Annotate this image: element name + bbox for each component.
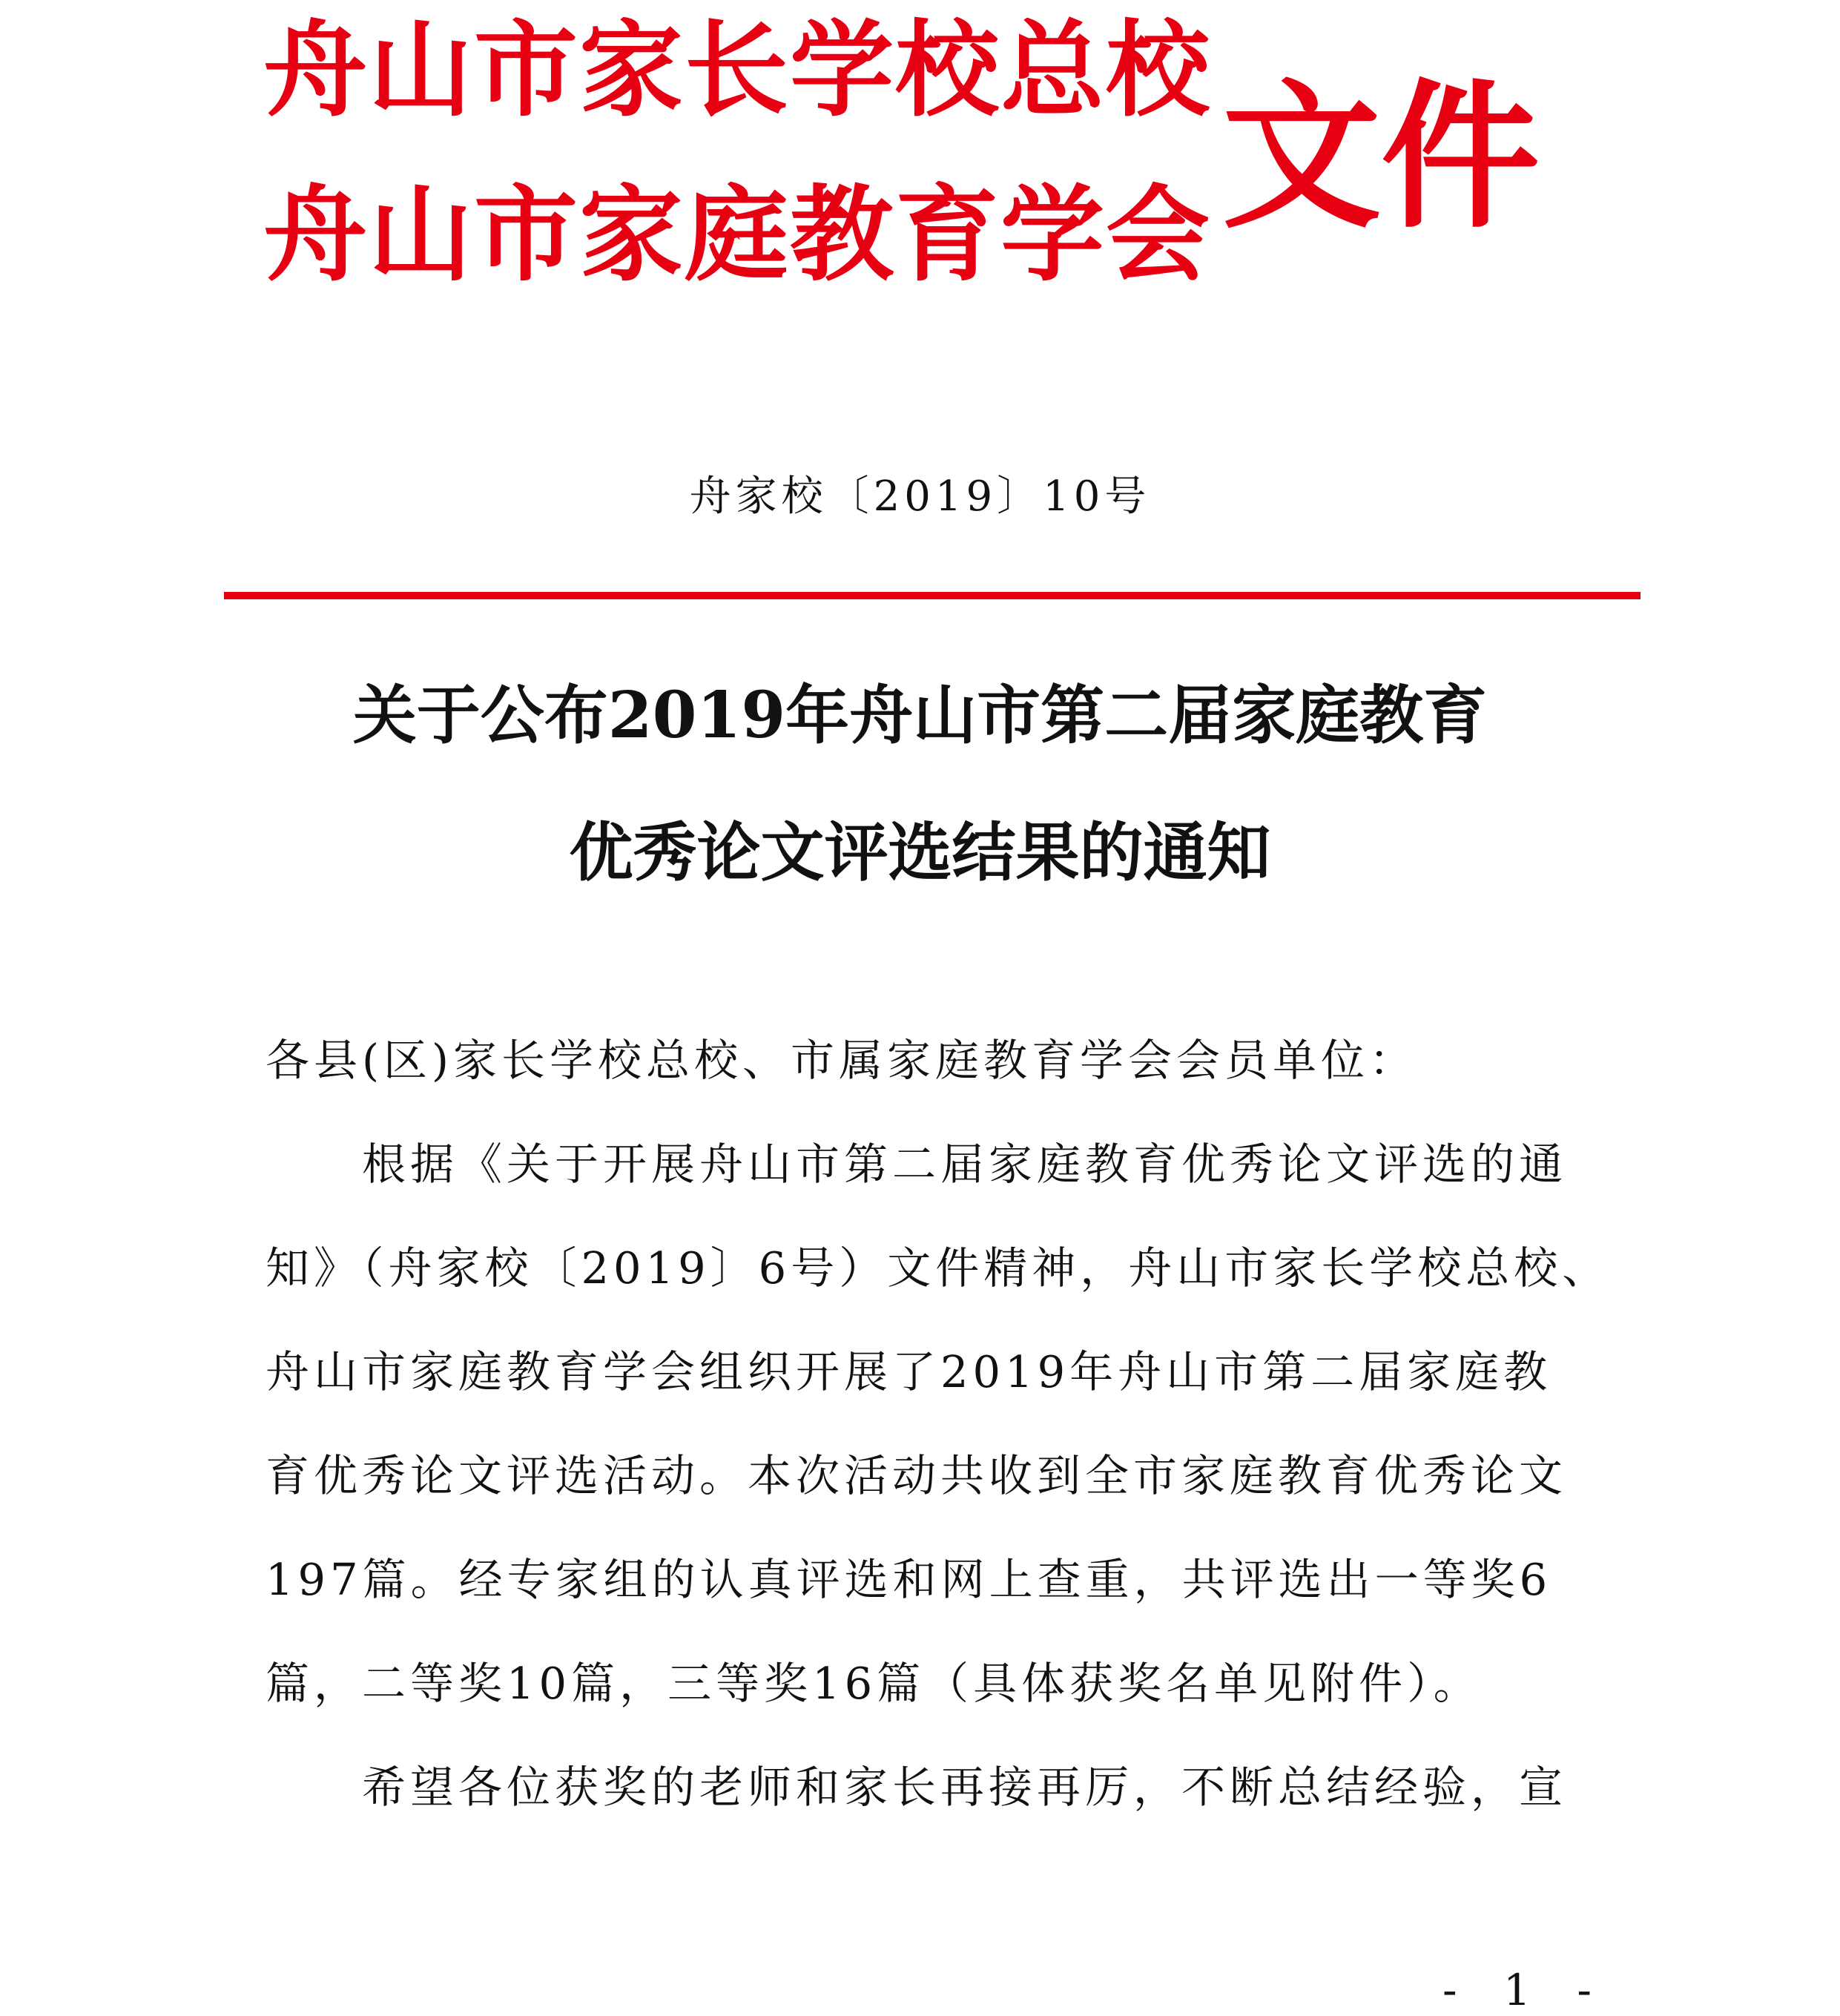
body-line: 197篇。经专家组的认真评选和网上查重，共评选出一等奖6 bbox=[266, 1554, 1552, 1605]
masthead-suffix: 文件 bbox=[1222, 64, 1540, 250]
body-line: 希望各位获奖的老师和家长再接再厉，不断总结经验，宣 bbox=[266, 1762, 1568, 1813]
salutation: 各县(区)家长学校总校、市属家庭教育学会会员单位： bbox=[266, 1035, 1418, 1086]
body-line: 根据《关于开展舟山市第二届家庭教育优秀论文评选的通 bbox=[266, 1139, 1568, 1190]
document-number: 舟家校〔2019〕10号 bbox=[689, 472, 1151, 521]
body-line: 舟山市家庭教育学会组织开展了2019年舟山市第二届家庭教 bbox=[266, 1346, 1552, 1397]
title-line: 关于公布2019年舟山市第二届家庭教育 bbox=[352, 678, 1488, 753]
title-line: 优秀论文评选结果的通知 bbox=[569, 815, 1271, 890]
masthead-org-2: 舟山市家庭教育学会 bbox=[263, 174, 1212, 296]
masthead-org-1: 舟山市家长学校总校 bbox=[263, 10, 1212, 131]
page-number: - 1 - bbox=[1442, 1965, 1608, 2015]
red-divider bbox=[224, 592, 1640, 599]
body-line: 篇，二等奖10篇，三等奖16篇（具体获奖名单见附件）。 bbox=[266, 1658, 1482, 1709]
body-line: 育优秀论文评选活动。本次活动共收到全市家庭教育优秀论文 bbox=[266, 1450, 1568, 1501]
body-line: 知》（舟家校〔2019〕6号）文件精神，舟山市家长学校总校、 bbox=[266, 1242, 1611, 1294]
